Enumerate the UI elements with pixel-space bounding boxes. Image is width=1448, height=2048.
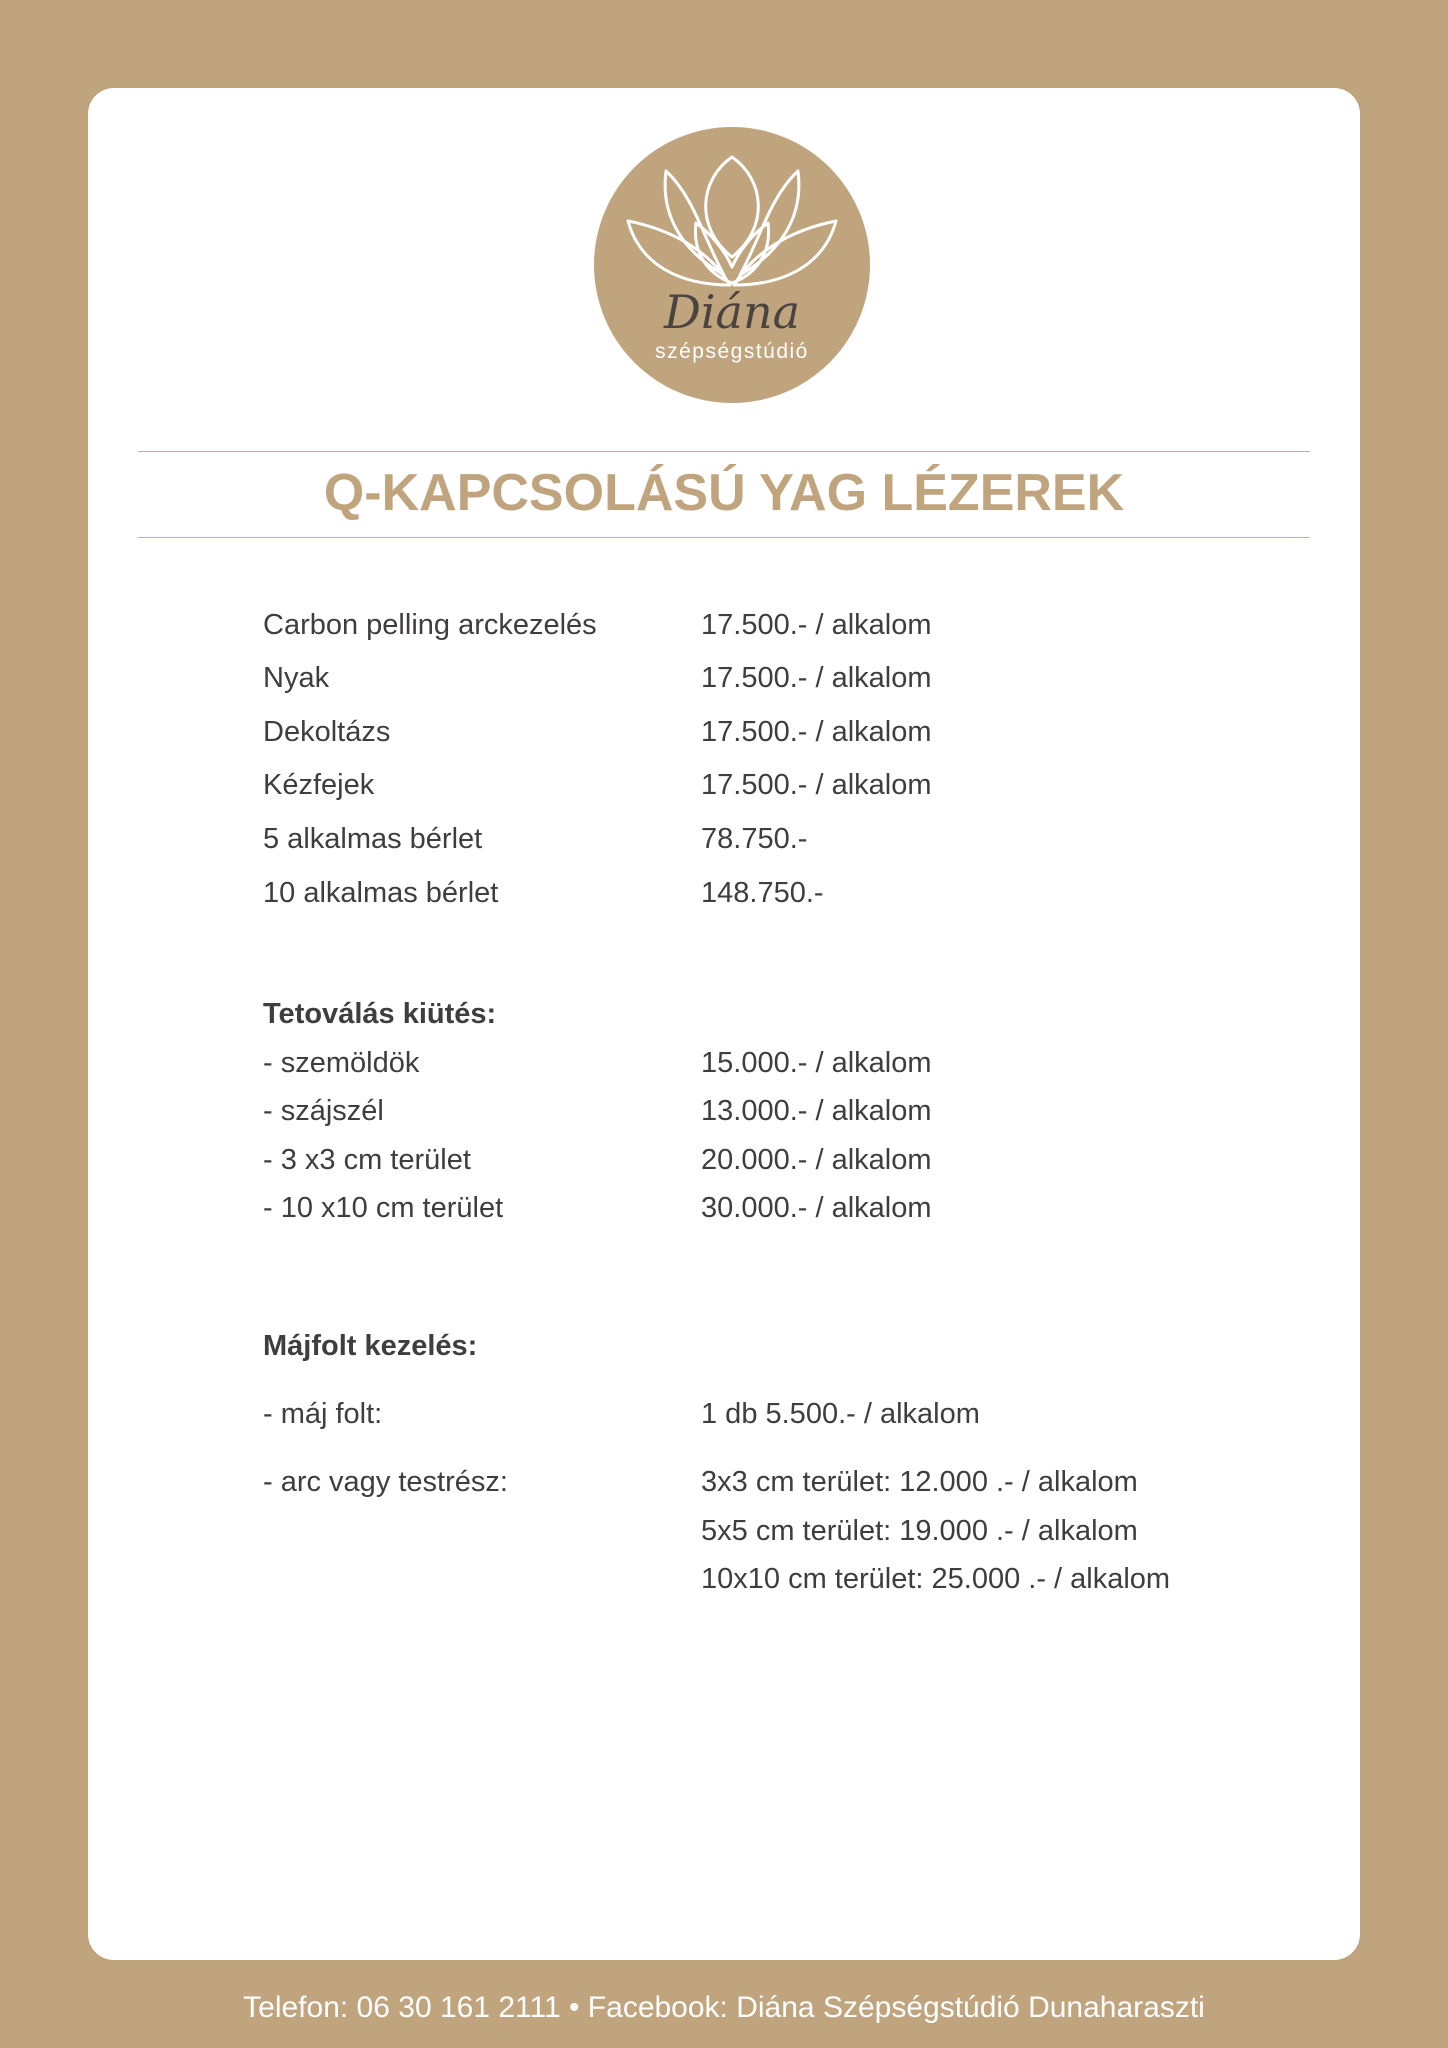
price-value: 17.500.- / alkalom xyxy=(701,662,932,694)
brand-subtitle: szépségstúdió xyxy=(655,340,809,363)
liver-spot-label: - máj folt: xyxy=(263,1398,383,1430)
area-label: - arc vagy testrész: xyxy=(263,1466,508,1498)
tattoo-label: - 3 x3 cm terület xyxy=(263,1144,471,1176)
title-rule-bottom xyxy=(138,537,1310,538)
brand-logo xyxy=(594,127,870,403)
price-label: Dekoltázs xyxy=(263,716,391,748)
area-price: 10x10 cm terület: 25.000 .- / alkalom xyxy=(701,1563,1171,1595)
area-price: 3x3 cm terület: 12.000 .- / alkalom xyxy=(701,1466,1138,1498)
brand-name: Diána xyxy=(663,285,801,339)
price-label: 5 alkalmas bérlet xyxy=(263,823,483,855)
price-label: Carbon pelling arckezelés xyxy=(263,609,597,641)
price-value: 148.750.- xyxy=(701,877,824,909)
area-price: 5x5 cm terület: 19.000 .- / alkalom xyxy=(701,1515,1138,1547)
tattoo-price: 15.000.- / alkalom xyxy=(701,1047,932,1079)
price-label: Nyak xyxy=(263,662,330,694)
section-heading-liver-spot: Májfolt kezelés: xyxy=(263,1330,478,1362)
footer-contact: Telefon: 06 30 161 2111 • Facebook: Diána Szépségstúdió Dunaharaszti xyxy=(243,1991,1205,2024)
tattoo-label: - szájszél xyxy=(263,1095,384,1127)
page-title: Q-KAPCSOLÁSÚ YAG LÉZEREK xyxy=(323,464,1125,522)
price-value: 17.500.- / alkalom xyxy=(701,769,932,801)
price-value: 17.500.- / alkalom xyxy=(701,716,932,748)
tattoo-label: - 10 x10 cm terület xyxy=(263,1192,504,1224)
price-label: 10 alkalmas bérlet xyxy=(263,877,499,909)
price-value: 17.500.- / alkalom xyxy=(701,609,932,641)
tattoo-label: - szemöldök xyxy=(263,1047,420,1079)
liver-spot-price: 1 db 5.500.- / alkalom xyxy=(701,1398,980,1430)
tattoo-price: 20.000.- / alkalom xyxy=(701,1144,932,1176)
section-heading-tattoo: Tetoválás kiütés: xyxy=(263,998,497,1030)
price-label: Kézfejek xyxy=(263,769,375,801)
tattoo-price: 30.000.- / alkalom xyxy=(701,1192,932,1224)
title-rule-top xyxy=(138,451,1310,452)
tattoo-price: 13.000.- / alkalom xyxy=(701,1095,932,1127)
price-value: 78.750.- xyxy=(701,823,808,855)
